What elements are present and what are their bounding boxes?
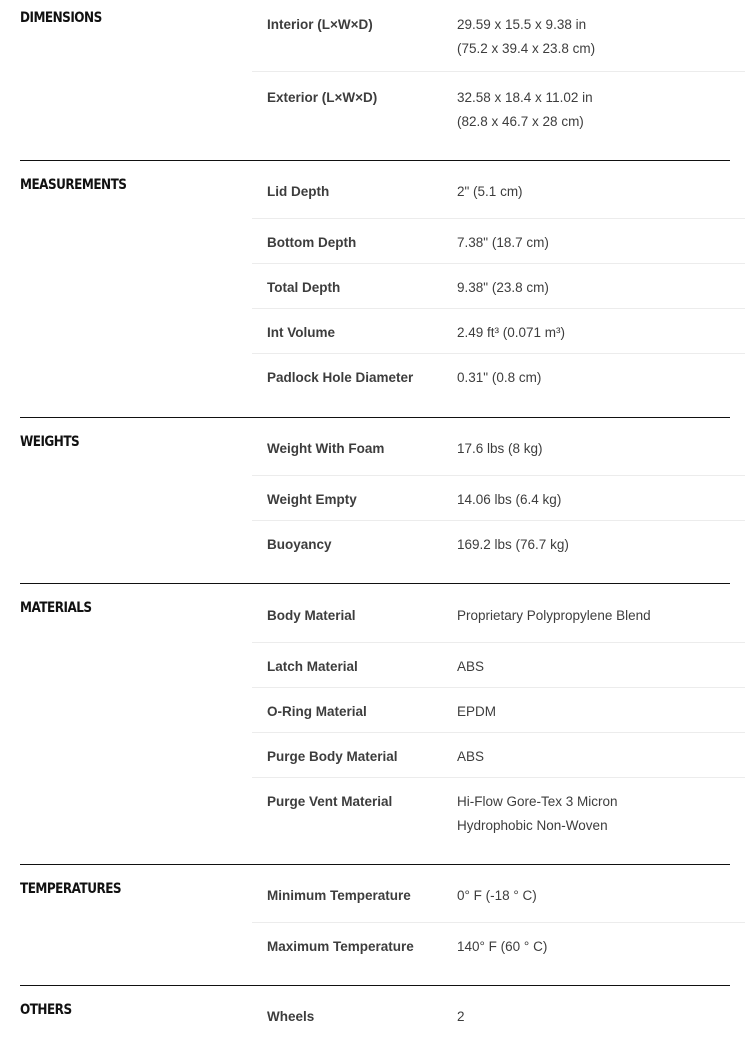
- spec-label: Weight Empty: [267, 492, 357, 507]
- spec-value: 29.59 x 15.5 x 9.38 in (75.2 x 39.4 x 23.8 cm): [457, 17, 596, 56]
- spec-value: 169.2 lbs (76.7 kg): [457, 537, 569, 552]
- spec-label: Lid Depth: [267, 184, 330, 199]
- spec-label: Latch Material: [267, 659, 358, 674]
- section-measurements: [0, 161, 749, 417]
- section-title: DIMENSIONS: [20, 10, 102, 26]
- section-title: TEMPERATURES: [20, 881, 122, 897]
- spec-value: 0° F (-18 ° C): [457, 888, 537, 903]
- spec-row: [252, 1, 745, 72]
- spec-label: Purge Body Material: [267, 749, 398, 764]
- spec-label: Maximum Temperature: [267, 939, 414, 954]
- section-title: MEASUREMENTS: [20, 177, 127, 193]
- spec-row: [252, 72, 745, 160]
- spec-value: 17.6 lbs (8 kg): [457, 441, 543, 456]
- section-others: [0, 986, 749, 1043]
- spec-label: Buoyancy: [267, 537, 332, 552]
- spec-value: ABS: [457, 659, 485, 674]
- spec-row: [252, 643, 745, 688]
- spec-value: 14.06 lbs (6.4 kg): [457, 492, 562, 507]
- spec-value: 7.38" (18.7 cm): [457, 235, 549, 250]
- spec-row: [252, 264, 745, 309]
- spec-row: [252, 778, 745, 864]
- spec-value: 2.49 ft³ (0.071 m³): [457, 325, 566, 340]
- spec-label: Weight With Foam: [267, 441, 385, 456]
- section-weights: [0, 418, 749, 583]
- spec-value: ABS: [457, 749, 485, 764]
- spec-value: 2" (5.1 cm): [457, 184, 523, 199]
- spec-row: [252, 521, 745, 583]
- spec-row: [252, 688, 745, 733]
- spec-row: [252, 476, 745, 521]
- spec-label: Int Volume: [267, 325, 336, 340]
- spec-row: [252, 923, 745, 985]
- section-title: WEIGHTS: [20, 434, 80, 450]
- spec-row: [252, 884, 745, 923]
- spec-row: [252, 309, 745, 354]
- spec-row: [252, 1005, 745, 1043]
- section-materials: [0, 584, 749, 864]
- spec-label: Minimum Temperature: [267, 888, 411, 903]
- section-title: MATERIALS: [20, 600, 92, 616]
- spec-label: Total Depth: [267, 280, 341, 295]
- spec-value: 2: [457, 1009, 465, 1024]
- section-title: OTHERS: [20, 1002, 72, 1018]
- spec-row: [252, 733, 745, 778]
- spec-value: 140° F (60 ° C): [457, 939, 548, 954]
- spec-row: [252, 354, 745, 417]
- spec-value: EPDM: [457, 704, 497, 719]
- spec-value: Proprietary Polypropylene Blend: [457, 608, 651, 623]
- spec-value: 0.31" (0.8 cm): [457, 370, 542, 385]
- spec-label: Exterior (L×W×D): [267, 90, 378, 105]
- spec-label: Purge Vent Material: [267, 794, 393, 809]
- spec-label: Wheels: [267, 1009, 315, 1024]
- section-temperatures: [0, 865, 749, 985]
- section-dimensions: [0, 0, 749, 160]
- spec-label: Interior (L×W×D): [267, 17, 373, 32]
- spec-row: [252, 437, 745, 476]
- spec-label: Bottom Depth: [267, 235, 357, 250]
- spec-value: Hi-Flow Gore-Tex 3 Micron Hydrophobic Non-Woven: [457, 794, 618, 833]
- spec-label: Body Material: [267, 608, 356, 623]
- spec-row: [252, 604, 745, 643]
- spec-value: 9.38" (23.8 cm): [457, 280, 549, 295]
- spec-row: [252, 180, 745, 219]
- spec-row: [252, 219, 745, 264]
- spec-label: Padlock Hole Diameter: [267, 370, 414, 385]
- spec-value: 32.58 x 18.4 x 11.02 in (82.8 x 46.7 x 28 cm): [457, 90, 593, 129]
- spec-label: O-Ring Material: [267, 704, 367, 719]
